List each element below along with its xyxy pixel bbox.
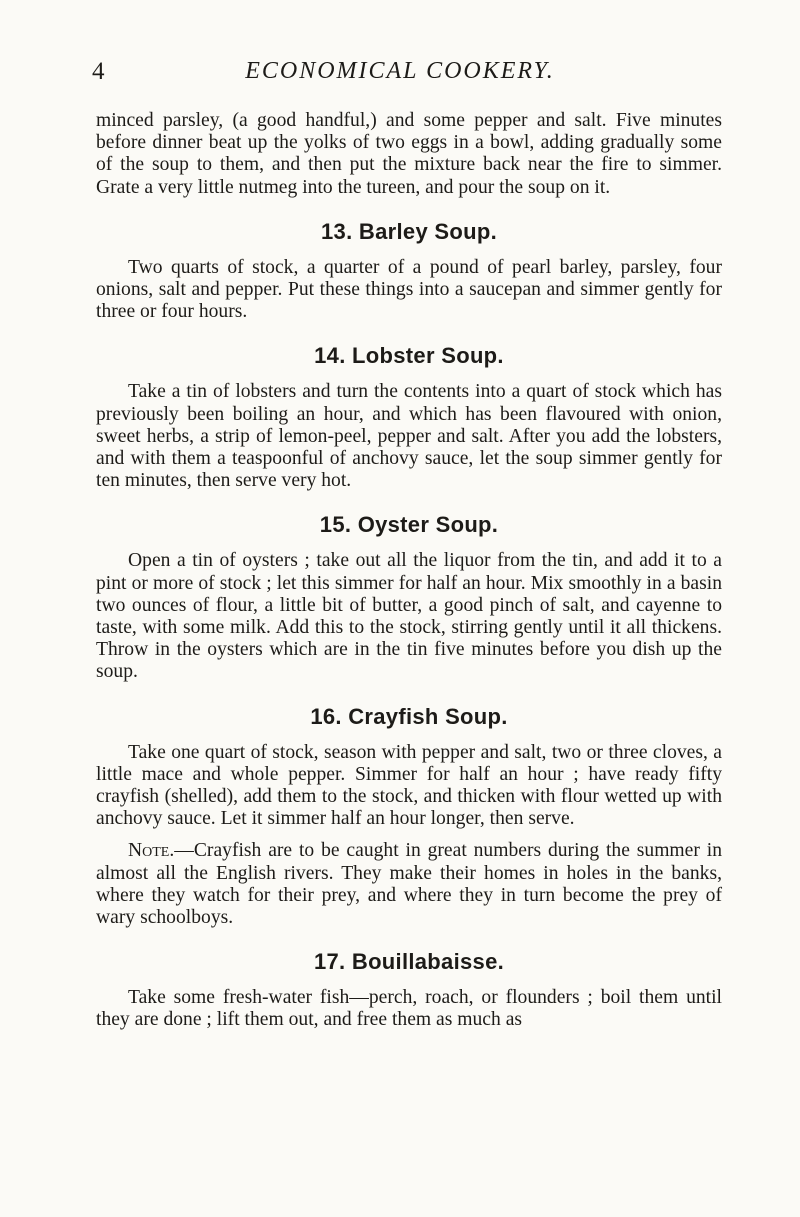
recipe-heading [96, 704, 722, 730]
recipe-number: 13. [321, 218, 353, 244]
recipe-17 [96, 949, 722, 1031]
recipe-text: Open a tin of oysters ; take out all the liquor from the tin, and add it to a pint or more of stock ; let this simmer for half an hour. Mix smoothly in a basin two ounces of flour, a little bit of butter, a good pinch of salt, and cayenne to taste, with some milk. Add this to the stock, stirring gently until it all thickens. Throw in the oysters which are in the tin five minutes before you dish up the soup. [96, 550, 722, 683]
page-content [96, 110, 722, 1032]
recipe-note [96, 840, 722, 929]
continuation-paragraph: minced parsley, (a good handful,) and some pepper and salt. Five minutes before dinner beat up the yolks of two eggs in a bowl, adding gradually some of the soup to them, and then put the mixture back near the fire to simmer. Grate a very little nutmeg into the tureen, and pour the soup on it. [96, 110, 722, 198]
recipe-text: Two quarts of stock, a quarter of a pound of pearl barley, parsley, four onions, salt and pepper. Put these things into a saucepan and simmer gently for three or four hours. [96, 256, 722, 323]
recipe-number: 17. [313, 949, 346, 975]
recipe-text: Take a tin of lobsters and turn the contents into a quart of stock which has previously been boiling an hour, and which has been flavoured with onion, sweet herbs, a strip of lemon-peel, pepper and salt. After you add the lobsters, and with them a teaspoonful of anchovy sauce, let the soup simmer gently for ten minutes, then serve very hot. [96, 381, 722, 492]
recipe-heading [96, 219, 722, 245]
recipe-16 [96, 704, 722, 930]
recipe-14 [96, 343, 722, 492]
recipe-title: Oyster Soup. [357, 512, 499, 538]
page-number: 4 [92, 58, 105, 85]
page-header-title: ECONOMICAL COOKERY. [245, 58, 555, 84]
recipe-text: Take some fresh-water fish—perch, roach, or flounders ; boil them until they are done ; lift them out, and free them as much as [96, 987, 722, 1031]
recipe-title: Barley Soup. [358, 218, 497, 244]
recipe-title: Bouillabaisse. [351, 949, 505, 975]
recipe-13 [96, 219, 722, 324]
recipe-number: 14. [314, 343, 346, 369]
recipe-15 [96, 512, 722, 683]
note-text: —Crayfish are to be caught in great numbers during the summer in almost all the English rivers. They make their homes in holes in the banks, where they watch for their prey, and where they in turn become the prey of wary schoolboys. [96, 840, 722, 929]
recipe-title: Crayfish Soup. [348, 703, 508, 729]
note-label: Note. [128, 840, 175, 862]
recipe-heading [96, 949, 722, 975]
recipe-text: Take one quart of stock, season with pepper and salt, two or three cloves, a little mace and whole pepper. Simmer for half an hour ; have ready fifty crayfish (shelled), add them to the stock, and thicken with flour wetted up with anchovy sauce. Let it simmer half an hour longer, then serve. [96, 741, 722, 830]
recipe-number: 15. [319, 512, 352, 538]
recipe-heading [96, 343, 722, 369]
recipe-heading [96, 512, 722, 538]
recipe-number: 16. [310, 703, 342, 729]
recipe-title: Lobster Soup. [352, 343, 504, 369]
running-head [0, 58, 800, 98]
